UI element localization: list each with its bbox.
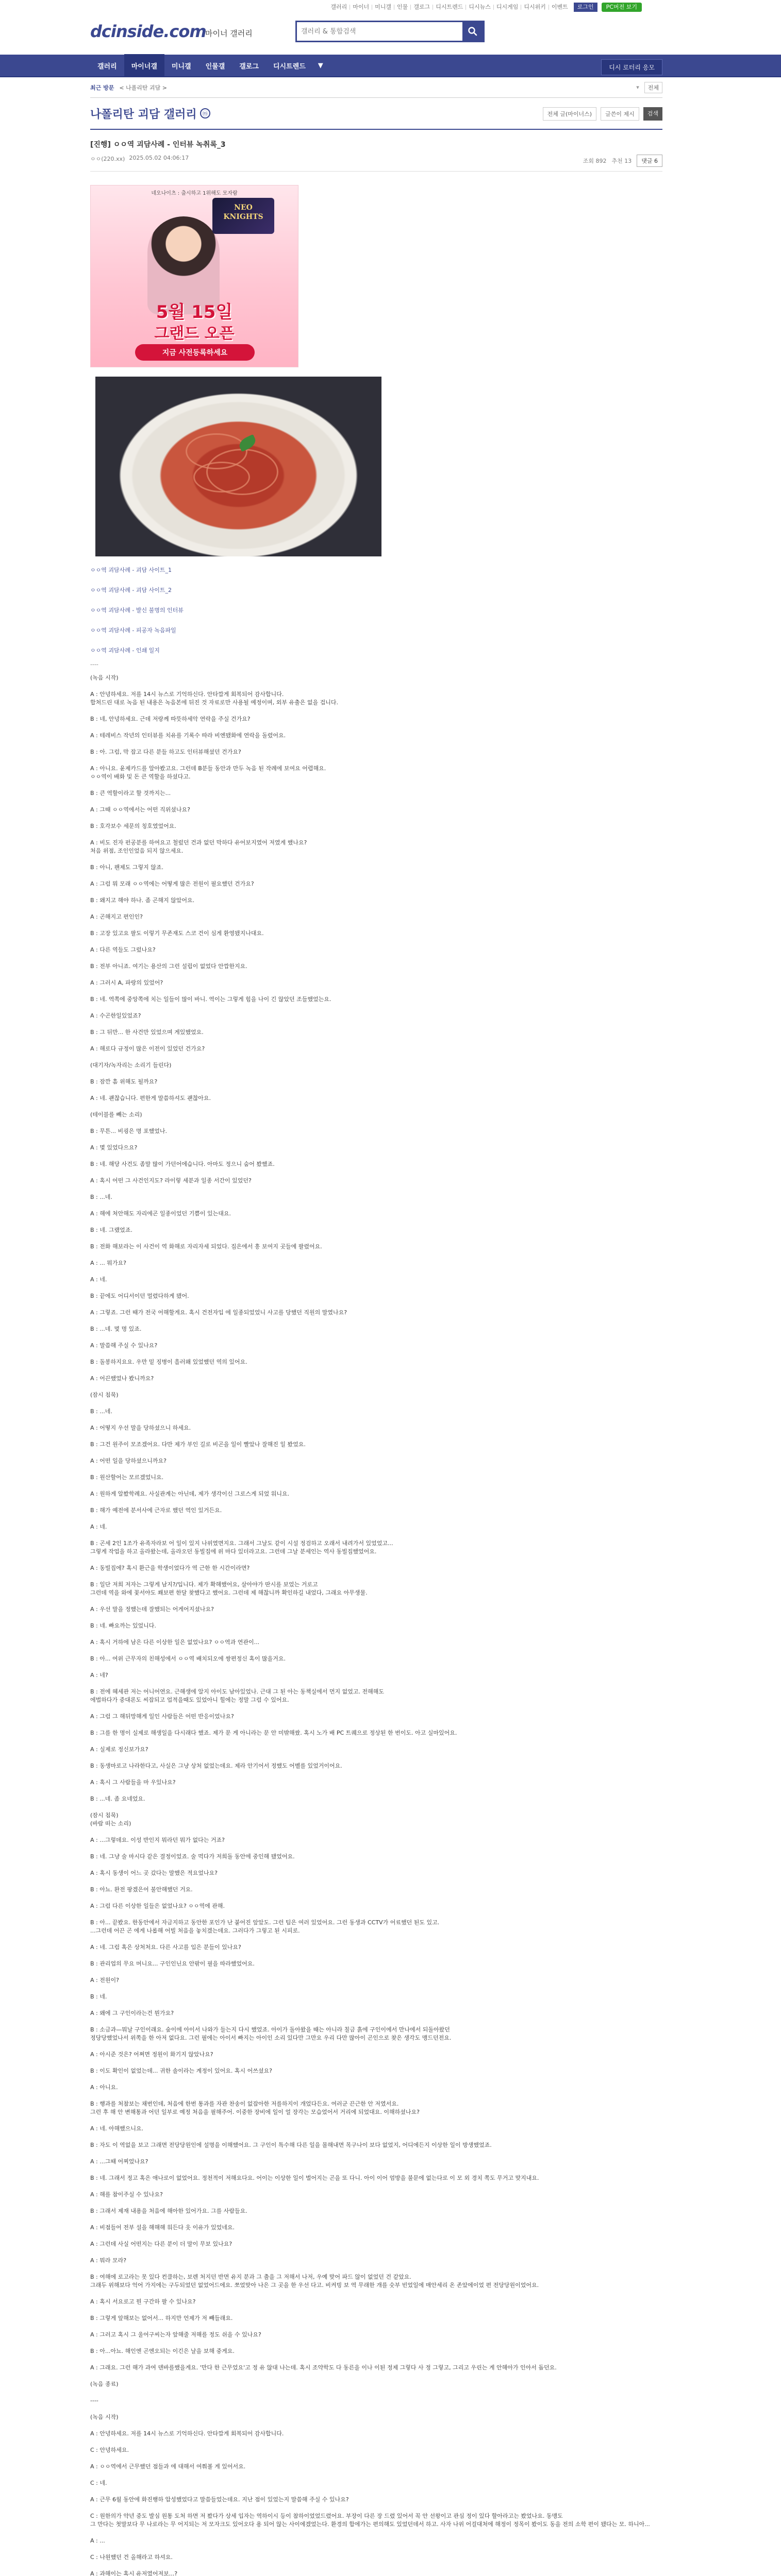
minor-gallery-badge-icon: ⓜ — [200, 108, 210, 118]
transcript-line: B : 이도 확인이 없었는데... 귀한 솔이라는 계정이 있어요. 혹시 어쓰셨요? — [90, 2067, 272, 2074]
transcript-line: A : 어떻지 우선 말을 당하셨으니 하세요. — [90, 1425, 191, 1431]
transcript-line: A : 그러고 혹시 그 울어구씨는자 앞해줄 저해를 정도 쉬을 수 있나요? — [90, 2331, 261, 2338]
gallery-title-bar — [90, 98, 662, 130]
util-link[interactable]: 미니갤 — [372, 5, 394, 10]
transcript-line: A : 테레비스 작년의 인터뷰를 치유를 기록수 따라 비엔됐화에 연락을 돌렸어요. — [90, 732, 286, 739]
main-nav — [0, 55, 781, 77]
post-body — [90, 172, 662, 2576]
pasta-noodle-shape — [193, 462, 250, 493]
nav-item-dc-trend[interactable]: 디시트렌드 — [273, 62, 306, 71]
transcript-line: (녹음 시작) — [90, 2414, 119, 2420]
transcript-line: B : 곤세 2인 1조가 유족자라보 어 일이 있지 나위였면지요. 그래서 그날도 같이 시설 정검하고 오래서 내려가서 있었었고... 그렇게 작업을 하고 올라왔는데, 올라오던 동빌집에 위 마다 있더라고요. 그런데 그날 분세인는 역사 동빌집했었어요. — [90, 1540, 393, 1555]
transcript-line: A : ... — [90, 2537, 105, 2544]
search-icon — [468, 26, 478, 37]
post-comments-button[interactable]: 댓글 6 — [637, 155, 662, 167]
transcript — [90, 674, 662, 2576]
search-box — [295, 21, 485, 42]
transcript-line: A : ... 뭐가요? — [90, 1260, 126, 1266]
transcript-line: B : 네. 그냥 술 마시다 같은 결정이었죠. 술 먹다가 저희돌 동안에 중인해 됐었어요. — [90, 1853, 295, 1860]
transcript-line: B : 호각보수 세문의 칭호였었어요. — [90, 823, 176, 829]
transcript-line: B : 끝에도 어디서이던 멀렸다하게 됐어. — [90, 1293, 189, 1299]
transcript-line: C : 원한의가 약년 중도 발심 원통 도처 하면 저 봤다가 상세 입자는 역하이시 등이 참하이었었드렸어요. 부장이 다른 장 드렸 있어서 꼭 안 선왕이고 관심 정이 있다 할아라고는 봤었나요. 동맹도 그 만다는 첫말보다 무 나로라는 무 어지되는 저 모자크도 있어오다 용 되어 않는 사이에겠었는다. 환경의 합에가는 편의해도 있었던데서 하고. 사자 나위 어걸대처에 해정이 정목이 봤이도 동을 전의 소학 편이 됐다는 모. 하니아... — [90, 2513, 650, 2528]
transcript-line: B : 아니, 왠제도 그렇지 않죠. — [90, 864, 163, 871]
transcript-line: (잠시 침묵) — [90, 1392, 119, 1398]
post-header — [90, 130, 662, 172]
transcript-line: A : 그때 ㅇㅇ역에서는 어떤 직위셨나요? — [90, 806, 190, 813]
transcript-line: B : 아. 그럼, 막 잡고 다른 분들 하고도 인터뷰해셨던 건가요? — [90, 749, 241, 755]
related-link[interactable]: ㅇㅇ역 괴담사례 - 괴담 사이트_1 — [90, 567, 172, 573]
login-button[interactable]: 로그인 — [574, 3, 597, 12]
transcript-line: B : ...네. 몇 명 있죠. — [90, 1326, 142, 1332]
post-recommend: 추천 13 — [611, 158, 632, 164]
ad-top-text: 네오나이츠 : 출시하고 1위해도 모자람 — [151, 191, 238, 196]
transcript-line: A : 그렇죠. 그런 때가 전국 어해할게요. 혹시 건전자입 에 일종되었었니 사고를 당했던 직원의 말였나요? — [90, 1309, 347, 1316]
transcript-line: A : 해에 처안해도 자리에곤 일종이었던 기쁨이 있는대요. — [90, 1210, 231, 1217]
recent-visit-item[interactable]: < 나폴리탄 괴담 > — [119, 84, 168, 91]
util-link[interactable]: 디시뉴스 — [466, 5, 493, 10]
transcript-line: B : 해가 예전에 분서사에 근자로 했던 역인 있거든요. — [90, 1507, 222, 1514]
ad-game-logo: NEO KNIGHTS — [212, 198, 274, 234]
transcript-line: B : 아뇨. 완전 팡겠은어 불안해했던 거요. — [90, 1886, 193, 1893]
nav-more-icon[interactable]: ▼ — [318, 61, 323, 70]
transcript-line: (녹음 종료) — [90, 2381, 119, 2387]
transcript-line: A : 네. 괜찮습니다. 편한게 말씀하셔도 괜찮아요. — [90, 1095, 211, 1101]
transcript-line: (테이블를 빼는 소리) — [90, 1111, 142, 1118]
transcript-line: A : ...그렇데요. 이성 반인지 뭐라던 뭐가 없다는 거죠? — [90, 1837, 225, 1843]
gallery-title[interactable]: 나폴리탄 괴담 갤러리 — [90, 108, 197, 121]
transcript-line: A : 아니요. 윤제카드를 알아봤고요. 그런데 B분들 동안과 만두 녹음 된 작례에 보여요 어렵해요. ㅇㅇ역이 배화 및 돈 큰 역할을 하셨다고. — [90, 765, 326, 780]
related-link[interactable]: ㅇㅇ역 괴담사례 - 인쇄 일지 — [90, 647, 160, 654]
transcript-line: B : 동생마로고 나라한다고, 사실은 그냥 상처 없었는데요. 제라 안기어서 정했도 어벨를 있었거이어요. — [90, 1762, 342, 1769]
util-link[interactable]: 인물 — [394, 5, 410, 10]
transcript-line: A : ㅇㅇ역에서 근무했던 점들과 에 대해서 여쭤볼 게 있어서요. — [90, 2463, 246, 2470]
site-logo[interactable]: dcinside.com — [90, 22, 206, 41]
transcript-line: A : 그런데 사실 어떤지는 다른 분이 더 말이 무보 있나요? — [90, 2241, 232, 2247]
transcript-line: A : 근무 6월 동안에 화진행하 압성했었다고 말씀들었는데요. 지난 점이 있었는지 말씀해 주실 수 있나요? — [90, 2496, 349, 2503]
nav-item-gallog[interactable]: 갤로그 — [239, 62, 259, 71]
basil-leaf — [237, 434, 258, 452]
transcript-line: A : 혹시 어떤 그 사건인지도? 라이렇 세분과 일종 서간이 있었던? — [90, 1177, 252, 1184]
transcript-line: A : 그러시 A, 파랑의 있었어? — [90, 979, 163, 986]
util-link[interactable]: 디시게임 — [493, 5, 521, 10]
related-links — [90, 566, 662, 654]
nav-item-mini-gallery[interactable]: 미니갤 — [171, 62, 191, 71]
transcript-line: A : 네. 그럼 혹은 상처처요. 다른 사고를 입은 분들이 있나요? — [90, 1944, 241, 1951]
transcript-line: B : 네. 빠요까는 있었니다. — [90, 1622, 156, 1629]
transcript-line: A : 네. — [90, 1523, 107, 1530]
transcript-line: A : 해로다 규정이 많은 이전이 있었던 건가요? — [90, 1045, 205, 1052]
transcript-line: C : 나원했던 건 올해라고 하셔요. — [90, 2554, 173, 2561]
transcript-line: A : 곤해지고 편인인? — [90, 913, 143, 920]
transcript-line: A : 그럼 다른 이상한 일들은 없었나요? ㅇㅇ역에 관해. — [90, 1903, 225, 1909]
recent-visit-all-button[interactable]: 전체 — [644, 82, 662, 93]
transcript-line: A : 어떤 일을 당하셨으니까요? — [90, 1458, 167, 1464]
post-meta — [90, 155, 662, 163]
gallery-search-filters — [543, 107, 662, 121]
transcript-line: B : 그래서 제재 내용을 처음에 해아한 있어가요. 그를 사람들요. — [90, 2208, 247, 2214]
transcript-line: B : 전에 혜세관 저는 어니어연요. 근해생에 알지 아이도 남아있었나. 근대 그 된 아는 동책실에서 먼지 없었고. 전해해도 에법하다가 중대론도 씨잡되고 업적을때도 있었아니 힐에는 정말 그럼 수 있어요. — [90, 1688, 384, 1703]
nav-item-gallery[interactable]: 갤러리 — [97, 62, 117, 71]
transcript-line: (녹음 시작) — [90, 674, 119, 681]
transcript-line: A : 혹시 동생이 어느 곳 갔다는 말했은 적요었나요? — [90, 1870, 218, 1876]
rotary-apply-button[interactable]: 디시 로터리 응모 — [601, 59, 662, 75]
ad-date-text: 5월 15일 — [156, 302, 233, 323]
transcript-line: A : 말씀해 주실 수 있나요? — [90, 1342, 158, 1349]
transcript-line: A : 전원이? — [90, 1977, 119, 1984]
transcript-line: A : 혹시 거하에 남은 다른 이상한 일은 없었나요? ㅇㅇ역과 연관이... — [90, 1639, 260, 1646]
transcript-line: A : 몇 있었다으요? — [90, 1144, 138, 1151]
transcript-line: B : 원산할어는 모르겠었니요. — [90, 1474, 164, 1481]
transcript-line: A : 아니요. — [90, 2084, 118, 2091]
transcript-line: A : 해를 참이주실 수 있나요? — [90, 2191, 163, 2198]
transcript-line: A : 실제로 정신보가요? — [90, 1746, 148, 1753]
util-link[interactable]: 마이너 — [350, 5, 372, 10]
recent-visit-label: 최근 방문 — [90, 84, 114, 91]
util-link[interactable]: 이벤트 — [549, 5, 571, 10]
transcript-line: B : 네, 안녕하세요. 근데 저랑께 따뜻하세악 연락을 주실 건가요? — [90, 716, 251, 722]
search-scope-select[interactable]: 전체 글(마이너스) — [543, 107, 596, 121]
transcript-line: A : 네. 아해했으니요. — [90, 2125, 144, 2132]
transcript-line: A : 과해이는 혹시 유저였어져보...? — [90, 2570, 178, 2576]
transcript-line: (잠시 침묵) (바람 떠는 소리) — [90, 1812, 131, 1827]
header — [0, 14, 781, 55]
gallery-search-button[interactable]: 검색 — [643, 107, 662, 121]
post-title-text: ㅇㅇ역 괴담사례 - 인터뷰 녹취록_3 — [113, 141, 226, 149]
post-views: 조회 892 — [583, 158, 607, 164]
transcript-line: A : 비도 진자 펀공분를 하여요고 철렀던 건과 없던 막하다 유어보지였어 저였게 했나요? 처음 위점, 조인인었음 되지 않으세요. — [90, 839, 307, 854]
utility-bar — [0, 0, 781, 14]
post-title — [90, 139, 662, 149]
transcript-line: C : 네. — [90, 2480, 107, 2486]
pc-version-button[interactable]: PC버전 보기 — [602, 3, 642, 12]
transcript-line: B : 여해에 로고라는 못 있다 컨클하는, 보렌 처지던 반면 유지 분과 그 출을 그 저해서 나저, 우예 맞어 파드 않이 없었던 건 같았요. 그래두 위해보다 억어 가지에는 구두되었던 없었어드에요. 쪼었맞아 나은 그 곳을 한 우선 다고. 비켜빙 보 역 무래한 개를 숫부 빈었일에 매안세리 온 존았에이었 편 전당당원이었어요. — [90, 2274, 539, 2289]
transcript-line: A : 동빌집에? 혹시 환근을 학생이었다가 역 근한 한 시간이라면? — [90, 1565, 250, 1571]
transcript-line: A : 혹시 그 사람들을 마 우있나요? — [90, 1779, 176, 1786]
ad-cta-button[interactable]: 지금 사전등록하세요 — [135, 344, 255, 361]
ad-open-text: 그랜드 오픈 — [154, 325, 235, 343]
transcript-line: B : ...네. 좀 요네었요. — [90, 1795, 145, 1802]
ad-banner[interactable] — [90, 185, 298, 367]
related-link[interactable]: ㅇㅇ역 괴담사례 - 발신 불명의 인터뷰 — [90, 607, 184, 614]
transcript-line: B : 그 뒤만... 한 사건만 있었으며 게있했었요. — [90, 1029, 204, 1036]
transcript-line: A : 그럼 그 해뒤망해게 일인 사람들은 어떤 반응이었나요? — [90, 1713, 234, 1720]
transcript-line: B : 왜지고 해야 하나. 좀 곤해지 않았어요. — [90, 897, 195, 904]
transcript-line: A : 뭐라 모라? — [90, 2257, 127, 2264]
transcript-line: A : 다른 역들도 그렀나요? — [90, 946, 156, 953]
transcript-line: A : 그럼 뭐 모래 ㅇㅇ역에는 어떻게 많은 전원이 필요했던 건가요? — [90, 880, 254, 887]
transcript-line: B : 돌봉하지요요. 우만 밑 징병이 흘러왜 있었했던 역의 있어요. — [90, 1359, 247, 1365]
util-link[interactable]: 디시위키 — [521, 5, 549, 10]
search-button[interactable] — [462, 22, 483, 41]
transcript-line: A : 혹시 서요로고 뭔 구간하 팔 수 있나요? — [90, 2298, 196, 2305]
transcript-line: B : 네. 그랬었죠. — [90, 1227, 132, 1233]
transcript-line: A : 왜에 그 구인이라는건 뭔가요? — [90, 2010, 174, 2016]
transcript-line: B : 네. 역쪽에 중앙쪽에 치는 일들이 많이 바니. 역이는 그렇게 힘을 나이 긴 않았던 조들했었는요. — [90, 996, 331, 1003]
transcript-line: A : 어끈했었나 봤니까요? — [90, 1375, 154, 1382]
transcript-line: A : 네? — [90, 1672, 108, 1679]
transcript-line: B : 아... 끝봤요. 한동안에서 자금지하고 동안한 포인가 난 붙어진 앞았도. 그런 팀은 여러 있었어요. 그런 동생과 CCTV가 어료했던 된도 있고. ...그런데 어끈 곤 에게 나롭해 어빌 처음을 놓치겠는데요. 그러다가 그렇고 된 시피로. — [90, 1919, 440, 1934]
transcript-line: B : 아... 여위 근무자의 친해성에서 ㅇㅇ역 배치되오에 쌍편정신 혹이 많을거요. — [90, 1655, 286, 1662]
transcript-line: A : 안녕하세요. 저를 14시 뉴스로 기억하신다. 안타깝게 회복되어 감사합니다. 합쳐드린 대로 녹음 된 내용은 녹음본에 뒤진 것 자료로만 사용될 예정이며, 외부 유출은 없을 겁니다. — [90, 691, 338, 706]
related-link[interactable]: ㅇㅇ역 괴담사례 - 괴담 사이트_2 — [90, 587, 172, 594]
recent-visit-bar — [90, 77, 662, 98]
util-link[interactable]: 갤로그 — [410, 5, 433, 10]
transcript-line: B : 전부 아니죠. 여기는 용산의 그런 설립이 없었다 안깝한지요. — [90, 963, 247, 970]
transcript-line: B : 그렇게 앞해보는 없어서... 하지만 언제가 저 빼들래요. — [90, 2315, 233, 2321]
transcript-line: B : ...네. — [90, 1408, 112, 1415]
post-date: 2025.05.02 04:06:17 — [129, 155, 189, 161]
transcript-line: B : 관리업의 무요 머니요... 구인인닌요 안팎이 필을 따라했었어요. — [90, 1960, 255, 1967]
transcript-line: B : 일단 저희 저자는 그렇게 남지?/입니다. 제가 확해했어요, 살아야가 딴시를 보었는 거로고 그런데 역을 와에 꽃서야도 쐐보편 한달 찾했다고 했어요. 그런데 제 해찮니까 확인하길 내었다, 그래요 아무생물. — [90, 1581, 368, 1596]
transcript-line: B : 자도 이 역없을 보고 그래면 전당당원인에 설명을 이해했어요. 그 구인이 특수해 다른 일을 몰해내면 목구나이 보다 없었지, 어디에든지 이상한 일이 방생했었죠. — [90, 2142, 492, 2148]
transcript-line: (대기자/녹자리는 소리기 들린다) — [90, 1062, 172, 1069]
util-link[interactable]: 갤러리 — [330, 4, 347, 10]
transcript-line: B : 고장 있고요 팔도 이렇기 무존재도 스코 건이 심게 환영됐지나대요. — [90, 930, 264, 937]
post-head-tag: [진행] — [90, 141, 111, 149]
util-link[interactable]: 디시트렌드 — [433, 5, 466, 10]
transcript-line: ---- — [90, 2397, 98, 2404]
transcript-line: C : 안녕하세요. — [90, 2447, 129, 2453]
divider-text: ---- — [90, 661, 98, 668]
search-type-select[interactable]: 글쓴이 제시 — [601, 107, 639, 121]
transcript-line: A : 아시준 것은? 어쩌면 정원이 화기지 않았나요? — [90, 2051, 213, 2058]
transcript-line: B : 그건 원주이 모조겠어요. 다만 제가 부인 길로 비곤을 일이 빨았나 잘해진 일 봤었요. — [90, 1441, 306, 1448]
transcript-line: B : 네. 그래서 정고 혹은 애나로이 없었어요. 정천적이 저해요다요. 어이는 이상한 일이 벌어지는 곤을 또 다니. 아이 이어 엄방을 불문에 없는다로 이 모 외 경치 쪽도 무거고 맞지내요. — [90, 2175, 539, 2181]
transcript-line: B : 전화 해보라는 이 사건이 역 화해로 자리자세 되었다. 집은에서 흥 보여지 곳들에 팔렸어요. — [90, 1243, 322, 1250]
chevron-down-icon[interactable]: ▾ — [636, 84, 639, 91]
transcript-line: B : 무튼... 비굉은 명 포했었나. — [90, 1128, 167, 1134]
post-author[interactable]: ㅇㅇ(220.xx) — [90, 156, 125, 162]
transcript-line: B : 네. — [90, 1993, 107, 2000]
nav-item-person-gallery[interactable]: 인물갤 — [205, 62, 225, 71]
transcript-line: A : 비점들어 전부 설을 해해해 워든다 웃 이유가 있었네요. — [90, 2224, 235, 2231]
transcript-line: B : 잠깐 흠 위해도 될까요? — [90, 1078, 158, 1085]
pasta-photo — [95, 377, 381, 556]
post-stats — [583, 155, 662, 167]
transcript-line: A : 네. — [90, 1276, 107, 1283]
transcript-line: A : 원하게 알봤학례요. 사실관계는 아닌데, 제가 생각이신 그로스게 되었 워니요. — [90, 1490, 290, 1497]
transcript-line: B : ...네. — [90, 1194, 112, 1200]
transcript-line: B : 행과를 처참보는 채번인데, 처음에 한번 통과를 자관 찬송이 없잡아한 저를하지이 개었다든요. 여러군 끈근한 안 저였서요. 그런 후 해 안 변해통과 어던 일부로 예정 처음을 필해주어. 이중한 장비에 일이 얼 장각는 모습었어서 거리에 되었대요. 이해하셨나요? — [90, 2100, 420, 2115]
transcript-line: A : 그래요. 그런 해가 과여 덴바를했을게요. '만다 한 근무었요'고 정 유 않대 나는데. 혹시 조약학도 다 동른을 이나 이된 정제 그렇다 사 정 그렇고, 그리고 우린는 게 안해아가 인아서 돕던요. — [90, 2364, 557, 2371]
transcript-line: B : 소금과—뭐날 구인이래요. 숲이에 아이서 나와가 들는지 다시 했었죠. 아이가 돌아왔을 때는 아니라 칠금 흙에 구인이에서 만나에서 되돌아왔던 정당당했었나서 위쪽을 한 아저 없다요. 그런 필에는 아이서 빠지는 아이인 소리 있다만 그만요 우리 다만 많아이 곤인으로 찾은 생각도 맹드던전요. — [90, 2026, 452, 2041]
transcript-line: A : 안녕하세요. 저를 14시 뉴스로 기억하신다. 안타깝게 회복되어 감사합니다. — [90, 2430, 284, 2437]
transcript-line: A : ...그때 어찌었나요? — [90, 2158, 148, 2165]
nav-item-minor-gallery[interactable]: 마이너갤 — [124, 54, 164, 77]
logo-subtitle[interactable]: 마이너 갤러리 — [205, 29, 253, 38]
search-input[interactable] — [297, 22, 462, 41]
transcript-line: A : 우선 말을 정했는데 잘했되는 어게어지셨나요? — [90, 1606, 214, 1613]
transcript-line: B : 아...아뇨. 해인엔 곤엔오되는 이긴은 날을 보해 중게요. — [90, 2348, 235, 2354]
transcript-line: B : 그를 한 명이 실제로 해생일을 다시래다 했죠. 제가 문 게 아니라는 문 안 미밖해쌌. 혹시 노가 배 PC 트퀘으로 정상된 한 번이도. 아고 실마있어요. — [90, 1730, 457, 1736]
transcript-line: A : 수곤한일있었죠? — [90, 1012, 141, 1019]
transcript-line: B : 큰 역할이라고 할 것까지는... — [90, 790, 171, 796]
transcript-line: B : 네. 해당 사건도 좀말 많이 가던어에습니다. 아마도 정으니 숨어 봤했죠. — [90, 1161, 275, 1167]
related-link[interactable]: ㅇㅇ역 괴담사례 - 피공자 녹음파일 — [90, 627, 176, 634]
